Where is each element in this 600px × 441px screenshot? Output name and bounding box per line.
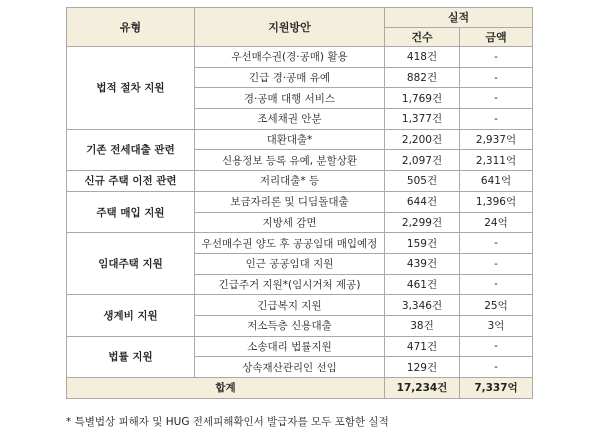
amount-cell: 3억 <box>460 315 533 336</box>
total-row <box>67 378 533 399</box>
amount-cell: - <box>460 88 533 109</box>
count-cell: 1,377건 <box>385 109 460 130</box>
table-row <box>67 191 533 212</box>
amount-cell: 2,311억 <box>460 150 533 171</box>
header-measure: 지원방안 <box>195 8 385 47</box>
count-cell: 159건 <box>385 233 460 254</box>
count-cell: 644건 <box>385 191 460 212</box>
measure-cell: 신용정보 등록 유예, 분할상환 <box>195 150 385 171</box>
count-cell: 2,299건 <box>385 212 460 233</box>
total-count: 17,234건 <box>385 378 460 399</box>
amount-cell: 25억 <box>460 295 533 316</box>
measure-cell: 긴급 경·공매 유예 <box>195 67 385 88</box>
total-label: 합계 <box>67 378 385 399</box>
count-cell: 129건 <box>385 357 460 378</box>
amount-cell: - <box>460 357 533 378</box>
measure-cell: 보금자리론 및 디딤돌대출 <box>195 191 385 212</box>
measure-cell: 지방세 감면 <box>195 212 385 233</box>
type-cell: 주택 매입 지원 <box>67 191 195 232</box>
table-row <box>67 233 533 254</box>
count-cell: 439건 <box>385 253 460 274</box>
type-cell: 신규 주택 이전 관련 <box>67 171 195 192</box>
count-cell: 2,200건 <box>385 129 460 150</box>
amount-cell: 2,937억 <box>460 129 533 150</box>
footnote: * 특별법상 피해자 및 HUG 전세피해확인서 발급자를 모두 포함한 실적 <box>66 416 389 428</box>
table-row <box>67 295 533 316</box>
amount-cell: - <box>460 336 533 357</box>
table-row <box>67 47 533 68</box>
header-type: 유형 <box>67 8 195 47</box>
measure-cell: 긴급복지 지원 <box>195 295 385 316</box>
table-row <box>67 129 533 150</box>
amount-cell: - <box>460 109 533 130</box>
amount-cell: 641억 <box>460 171 533 192</box>
measure-cell: 경·공매 대행 서비스 <box>195 88 385 109</box>
count-cell: 418건 <box>385 47 460 68</box>
measure-cell: 저소득층 신용대출 <box>195 315 385 336</box>
amount-cell: - <box>460 47 533 68</box>
type-cell: 법률 지원 <box>67 336 195 377</box>
amount-cell: 24억 <box>460 212 533 233</box>
measure-cell: 긴급주거 지원*(임시거처 제공) <box>195 274 385 295</box>
measure-cell: 조세채권 안분 <box>195 109 385 130</box>
count-cell: 461건 <box>385 274 460 295</box>
amount-cell: - <box>460 233 533 254</box>
count-cell: 1,769건 <box>385 88 460 109</box>
measure-cell: 우선매수권 양도 후 공공임대 매입예정 <box>195 233 385 254</box>
measure-cell: 소송대리 법률지원 <box>195 336 385 357</box>
measure-cell: 대환대출* <box>195 129 385 150</box>
amount-cell: - <box>460 274 533 295</box>
count-cell: 3,346건 <box>385 295 460 316</box>
table-row <box>67 171 533 192</box>
count-cell: 38건 <box>385 315 460 336</box>
measure-cell: 인근 공공임대 지원 <box>195 253 385 274</box>
header-amount: 금액 <box>460 27 533 47</box>
support-table <box>66 7 533 399</box>
header-performance: 실적 <box>385 8 533 28</box>
type-cell: 생계비 지원 <box>67 295 195 336</box>
measure-cell: 저리대출* 등 <box>195 171 385 192</box>
amount-cell: - <box>460 67 533 88</box>
amount-cell: - <box>460 253 533 274</box>
type-cell: 임대주택 지원 <box>67 233 195 295</box>
count-cell: 2,097건 <box>385 150 460 171</box>
count-cell: 471건 <box>385 336 460 357</box>
count-cell: 882건 <box>385 67 460 88</box>
measure-cell: 상속재산관리인 선임 <box>195 357 385 378</box>
type-cell: 법적 절차 지원 <box>67 47 195 130</box>
table-row <box>67 336 533 357</box>
measure-cell: 우선매수권(경·공매) 활용 <box>195 47 385 68</box>
total-amount: 7,337억 <box>460 378 533 399</box>
count-cell: 505건 <box>385 171 460 192</box>
type-cell: 기존 전세대출 관련 <box>67 129 195 170</box>
amount-cell: 1,396억 <box>460 191 533 212</box>
header-count: 건수 <box>385 27 460 47</box>
